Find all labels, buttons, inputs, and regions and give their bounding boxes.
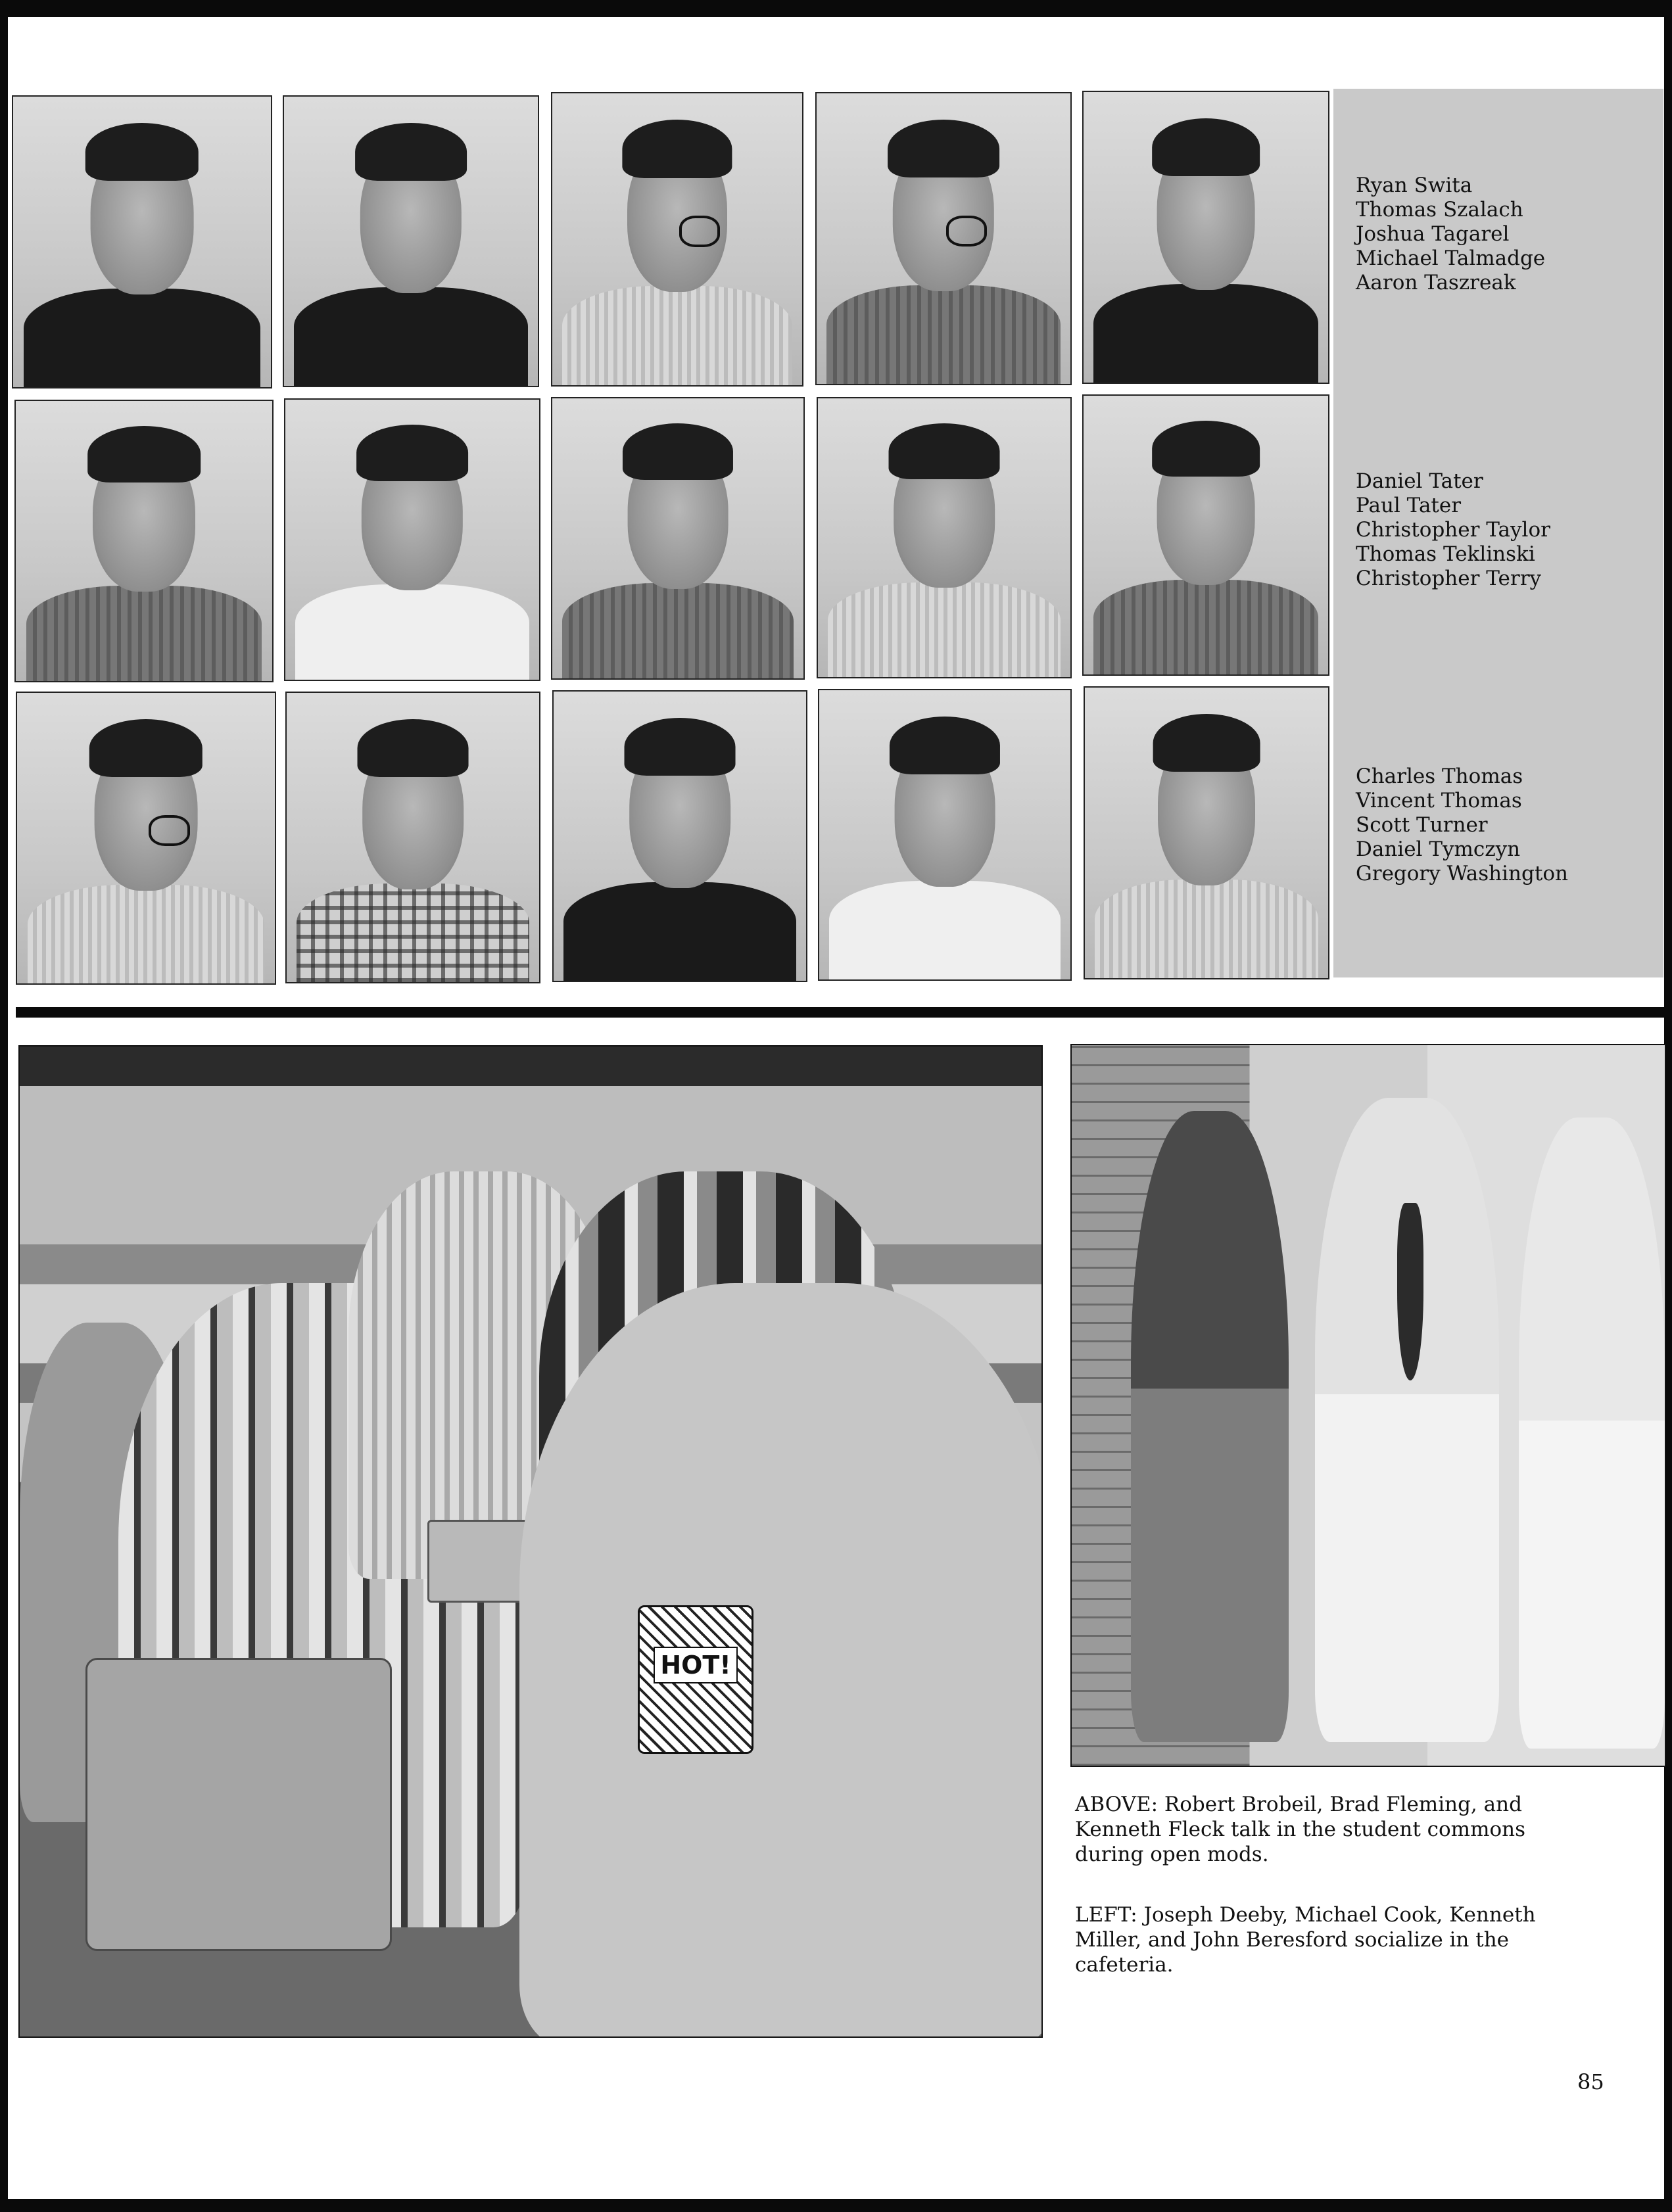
- student-name: Paul Tater: [1356, 494, 1462, 517]
- portrait-photo: [815, 92, 1072, 385]
- student-name: Vincent Thomas: [1356, 789, 1522, 812]
- names-row-2: [1356, 469, 1550, 591]
- student-name: Ryan Swita: [1356, 174, 1473, 197]
- portrait-photo: [284, 398, 540, 681]
- page-number: 85: [1577, 2069, 1604, 2094]
- bottom-border: [0, 2199, 1672, 2212]
- student-name: Thomas Szalach: [1356, 198, 1523, 222]
- snack-bag-label: HOT!: [654, 1647, 737, 1683]
- section-divider: [16, 1007, 1665, 1018]
- top-border: [0, 0, 1672, 17]
- portrait-photo: [283, 95, 539, 387]
- student-figure: [1315, 1098, 1499, 1742]
- portrait-photo: [551, 397, 805, 680]
- portrait-photo: [817, 397, 1072, 678]
- student-name: Christopher Taylor: [1356, 518, 1550, 542]
- student-name: Aaron Taszreak: [1356, 271, 1516, 294]
- caption-left: LEFT: Joseph Deeby, Michael Cook, Kenneth Miller, and John Beresford socialize in the cafeteria.: [1075, 1903, 1536, 1977]
- student-name: Daniel Tymczyn: [1356, 837, 1521, 861]
- portrait-photo: [14, 400, 274, 682]
- cafeteria-chair: [85, 1658, 392, 1951]
- names-row-1: [1356, 174, 1545, 295]
- portrait-photo: [285, 692, 540, 983]
- portrait-photo: [12, 95, 272, 388]
- student-name: Charles Thomas: [1356, 765, 1523, 788]
- student-name: Michael Talmadge: [1356, 247, 1546, 270]
- portrait-photo: [1082, 91, 1329, 384]
- student-name: Joshua Tagarel: [1356, 222, 1510, 246]
- student-figure: [519, 1283, 1043, 2038]
- portrait-photo: [818, 689, 1072, 981]
- commons-photo: [1070, 1044, 1666, 1767]
- portrait-photo: [551, 92, 803, 387]
- student-name: Gregory Washington: [1356, 862, 1568, 885]
- portrait-photo: [1084, 686, 1329, 979]
- student-name: Thomas Teklinski: [1356, 542, 1535, 566]
- portrait-photo: [552, 690, 807, 982]
- names-row-3: [1356, 765, 1568, 886]
- student-name: Scott Turner: [1356, 813, 1488, 837]
- snack-bag: [638, 1605, 753, 1754]
- caption-above: ABOVE: Robert Brobeil, Brad Fleming, and Kenneth Fleck talk in the student commons during open mods.: [1075, 1793, 1525, 1866]
- student-figure: [1131, 1111, 1289, 1742]
- student-figure: [1519, 1118, 1665, 1749]
- portrait-photo: [1082, 394, 1329, 676]
- student-name: Daniel Tater: [1356, 469, 1483, 493]
- cafeteria-photo: [18, 1045, 1043, 2038]
- portrait-photo: [16, 692, 276, 985]
- student-name: Christopher Terry: [1356, 567, 1542, 590]
- left-border: [0, 0, 8, 2212]
- necktie: [1397, 1203, 1423, 1380]
